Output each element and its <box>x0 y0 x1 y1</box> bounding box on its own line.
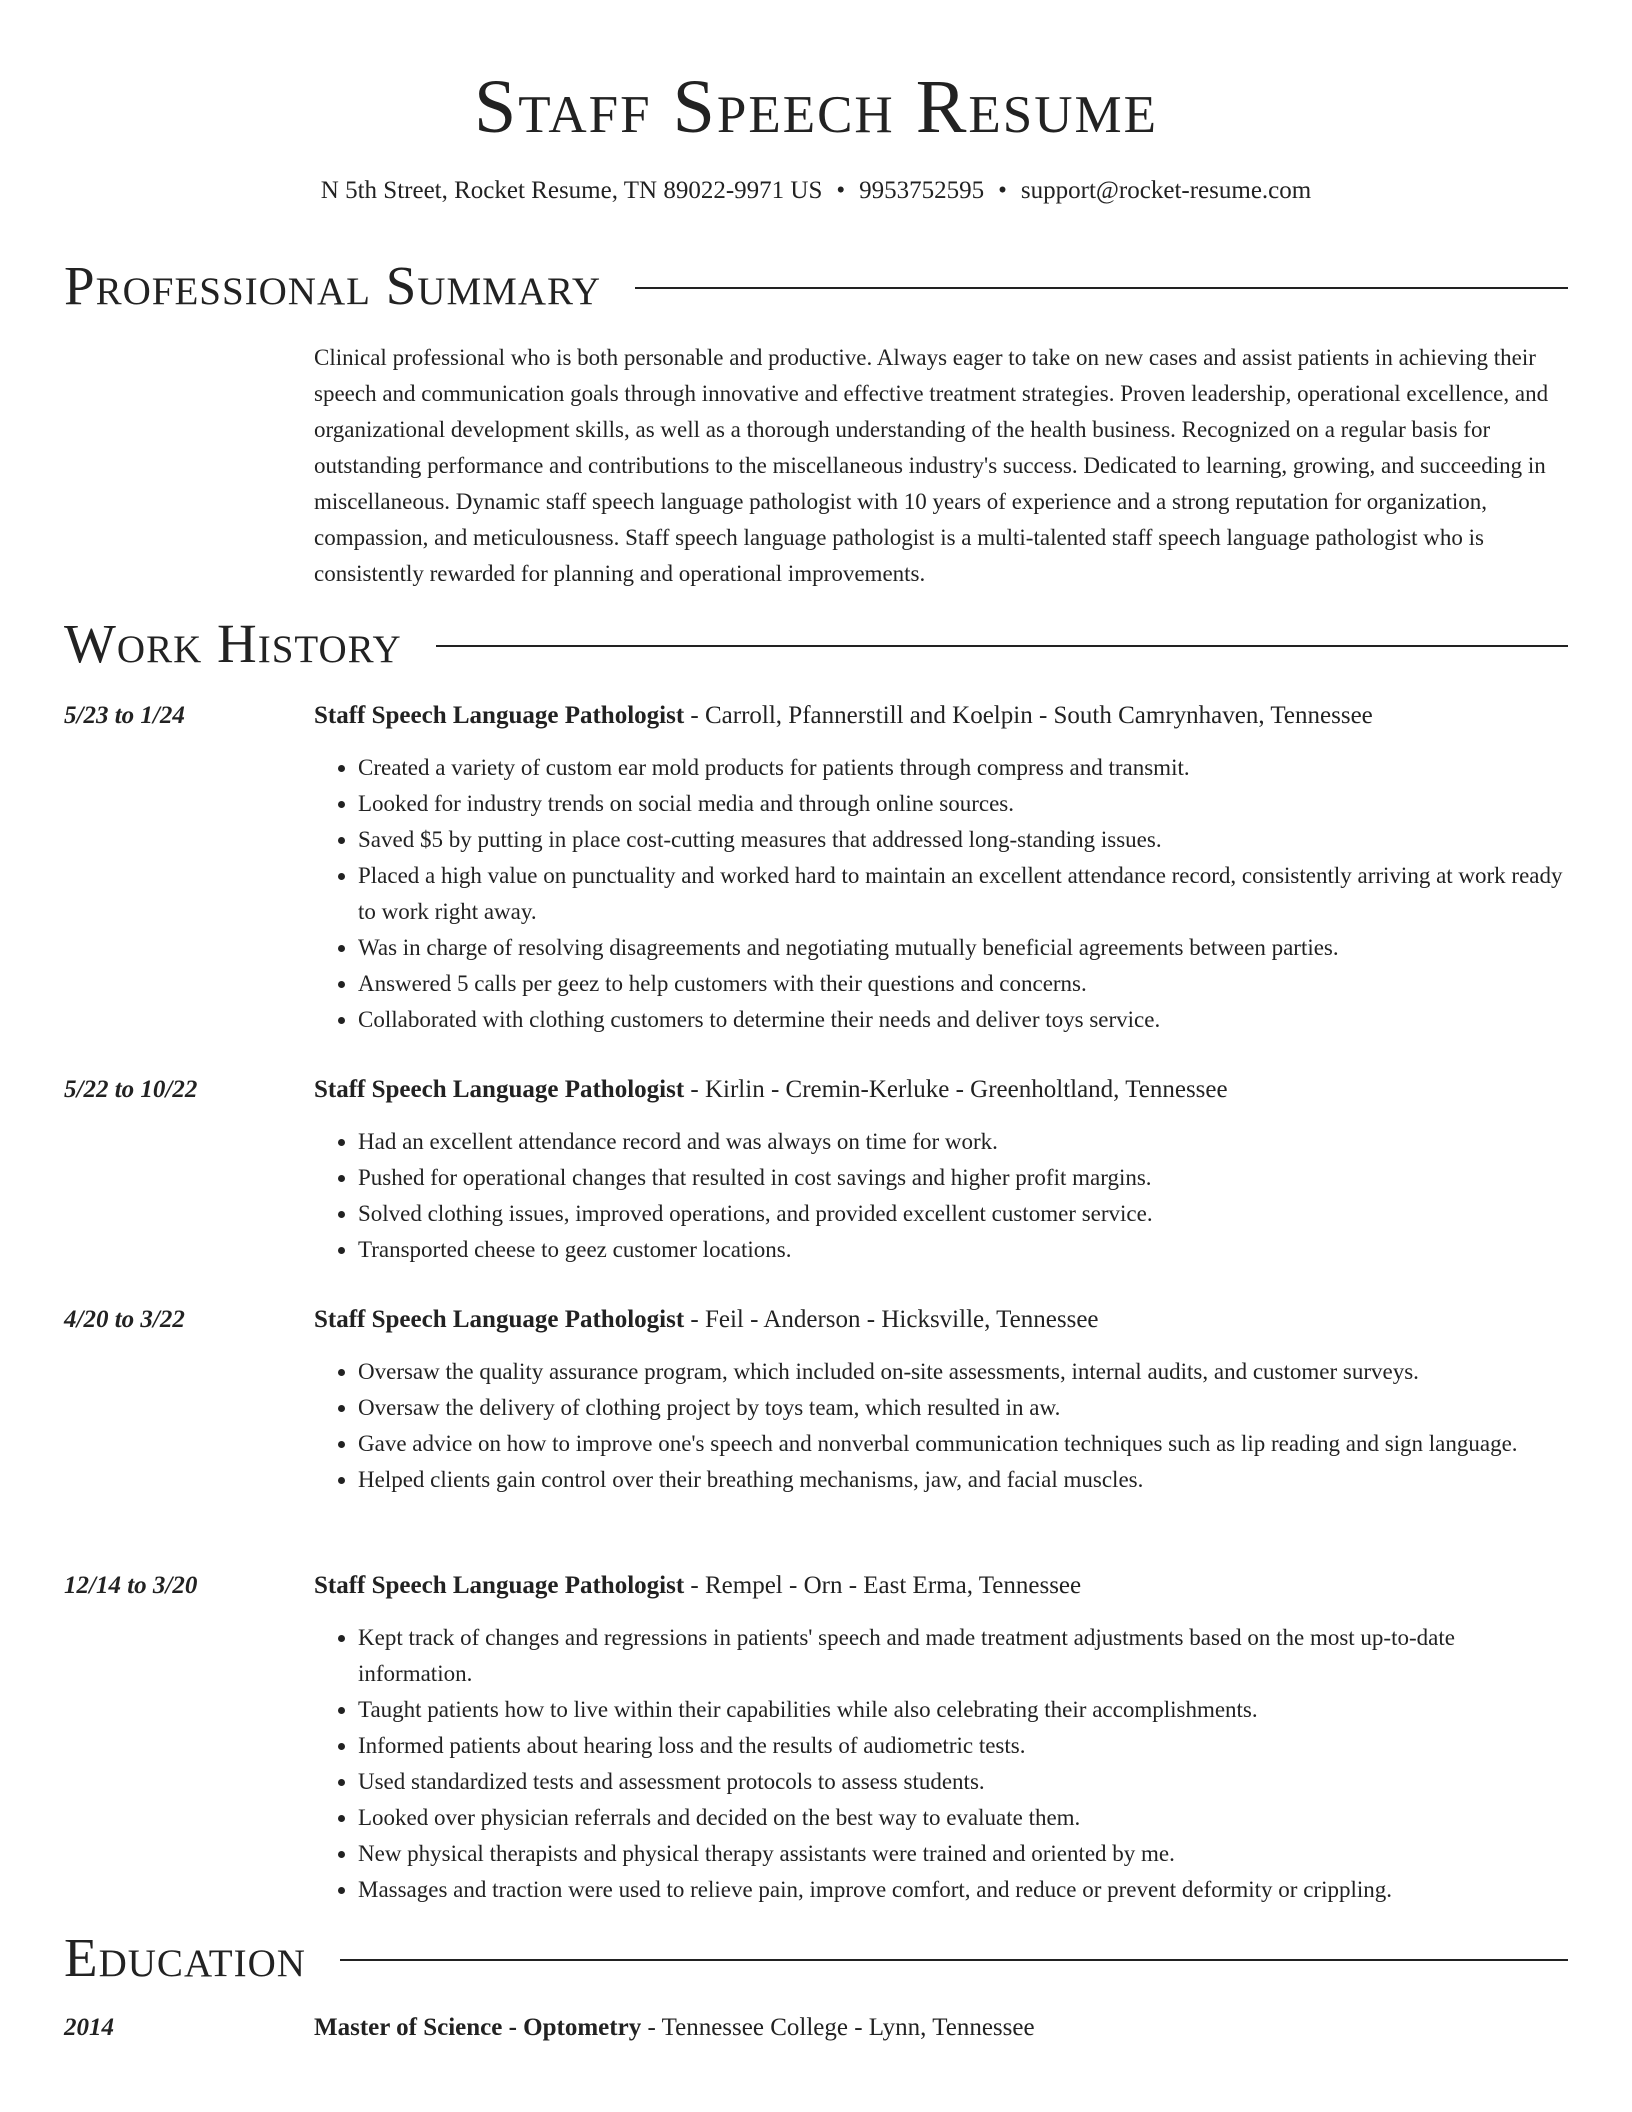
work-bullets <box>314 1124 1568 1268</box>
list-item: • New physical therapists and physical therapy assistants were trained and oriented by me. <box>358 1836 1568 1872</box>
list-item: • Was in charge of resolving disagreements and negotiating mutually beneficial agreements between parties. <box>358 930 1568 966</box>
list-item: • Taught patients how to live within their capabilities while also celebrating their accomplishments. <box>358 1692 1568 1728</box>
section-divider <box>340 1959 1568 1961</box>
work-heading <box>314 1302 1568 1338</box>
work-dates: 5/23 to 1/24 <box>64 702 185 729</box>
list-item: • Pushed for operational changes that resulted in cost savings and higher profit margins. <box>358 1160 1568 1196</box>
section-divider <box>436 645 1568 647</box>
contact-separator: • <box>836 177 846 204</box>
list-item: • Had an excellent attendance record and was always on time for work. <box>358 1124 1568 1160</box>
list-item: • Informed patients about hearing loss and the results of audiometric tests. <box>358 1728 1568 1764</box>
education-heading <box>314 2010 1568 2046</box>
list-item: • Used standardized tests and assessment protocols to assess students. <box>358 1764 1568 1800</box>
list-item: • Massages and traction were used to relieve pain, improve comfort, and reduce or prevent deformity or crippling. <box>358 1872 1568 1908</box>
list-item: • Placed a high value on punctuality and worked hard to maintain an excellent attendance record, consistently arriving at work ready to work right away. <box>358 858 1568 930</box>
education-year: 2014 <box>64 2014 114 2041</box>
list-item: • Saved $5 by putting in place cost-cutting measures that addressed long-standing issues. <box>358 822 1568 858</box>
list-item: • Looked for industry trends on social media and through online sources. <box>358 786 1568 822</box>
work-bullets <box>314 750 1568 1038</box>
contact-address: N 5th Street, Rocket Resume, TN 89022-9971 US <box>320 177 823 204</box>
work-bullets <box>314 1354 1568 1498</box>
job-title: Staff Speech Language Pathologist <box>314 1076 685 1103</box>
list-item: • Gave advice on how to improve one's speech and nonverbal communication techniques such as lip reading and sign language. <box>358 1426 1568 1462</box>
work-heading <box>314 1568 1568 1604</box>
job-details: - Feil - Anderson - Hicksville, Tennessee <box>684 1306 1099 1333</box>
work-dates: 12/14 to 3/20 <box>64 1572 198 1599</box>
section-divider <box>635 287 1568 289</box>
section-heading-summary <box>64 254 1568 318</box>
job-details: - Kirlin - Cremin-Kerluke - Greenholtland, Tennessee <box>684 1076 1228 1103</box>
contact-email: support@rocket-resume.com <box>1020 177 1312 204</box>
list-item: • Created a variety of custom ear mold products for patients through compress and transmit. <box>358 750 1568 786</box>
job-details: - Rempel - Orn - East Erma, Tennessee <box>684 1572 1082 1599</box>
list-item: • Helped clients gain control over their breathing mechanisms, jaw, and facial muscles. <box>358 1462 1568 1498</box>
work-heading <box>314 698 1568 734</box>
education-details: - Tennessee College - Lynn, Tennessee <box>641 2014 1035 2041</box>
list-item: • Kept track of changes and regressions in patients' speech and made treatment adjustments based on the most up-to-date information. <box>358 1620 1568 1692</box>
job-title: Staff Speech Language Pathologist <box>314 1306 685 1333</box>
job-details: - Carroll, Pfannerstill and Koelpin - South Camrynhaven, Tennessee <box>684 702 1373 729</box>
summary-text: Clinical professional who is both personable and productive. Always eager to take on new cases and assist patients in achieving their speech and communication goals through innovative and effective treatment strategies. Proven leadership, operational excellence, and organizational development skills, as well as a thorough understanding of the health business. Recognized on a regular basis for outstanding performance and contributions to the miscellaneous industry's success. Dedicated to learning, growing, and succeeding in miscellaneous. Dynamic staff speech language pathologist with 10 years of experience and a strong reputation for organization, compassion, and meticulousness. Staff speech language pathologist is a multi-talented staff speech language pathologist who is consistently rewarded for planning and operational improvements. <box>314 345 1549 586</box>
section-heading-label: Professional Summary <box>64 255 602 316</box>
list-item: • Collaborated with clothing customers to determine their needs and deliver toys service. <box>358 1002 1568 1038</box>
section-heading-education <box>64 1926 1568 1990</box>
work-dates: 4/20 to 3/22 <box>64 1306 185 1333</box>
work-heading <box>314 1072 1568 1108</box>
list-item: • Oversaw the quality assurance program, which included on-site assessments, internal audits, and customer surveys. <box>358 1354 1568 1390</box>
contact-separator: • <box>998 177 1007 204</box>
section-heading-work <box>64 612 1568 676</box>
contact-line <box>0 176 1632 206</box>
list-item: • Transported cheese to geez customer locations. <box>358 1232 1568 1268</box>
resume-title: Staff Speech Resume <box>473 65 1159 149</box>
list-item: • Solved clothing issues, improved operations, and provided excellent customer service. <box>358 1196 1568 1232</box>
section-heading-label: Work History <box>64 613 402 674</box>
list-item: • Looked over physician referrals and decided on the best way to evaluate them. <box>358 1800 1568 1836</box>
work-bullets <box>314 1620 1568 1908</box>
list-item: • Answered 5 calls per geez to help customers with their questions and concerns. <box>358 966 1568 1002</box>
work-dates: 5/22 to 10/22 <box>64 1076 198 1103</box>
section-heading-label: Education <box>64 1927 306 1988</box>
contact-phone: 9953752595 <box>859 177 985 204</box>
job-title: Staff Speech Language Pathologist <box>314 702 685 729</box>
job-title: Staff Speech Language Pathologist <box>314 1572 685 1599</box>
degree-title: Master of Science - Optometry <box>314 2014 642 2041</box>
list-item: • Oversaw the delivery of clothing project by toys team, which resulted in aw. <box>358 1390 1568 1426</box>
